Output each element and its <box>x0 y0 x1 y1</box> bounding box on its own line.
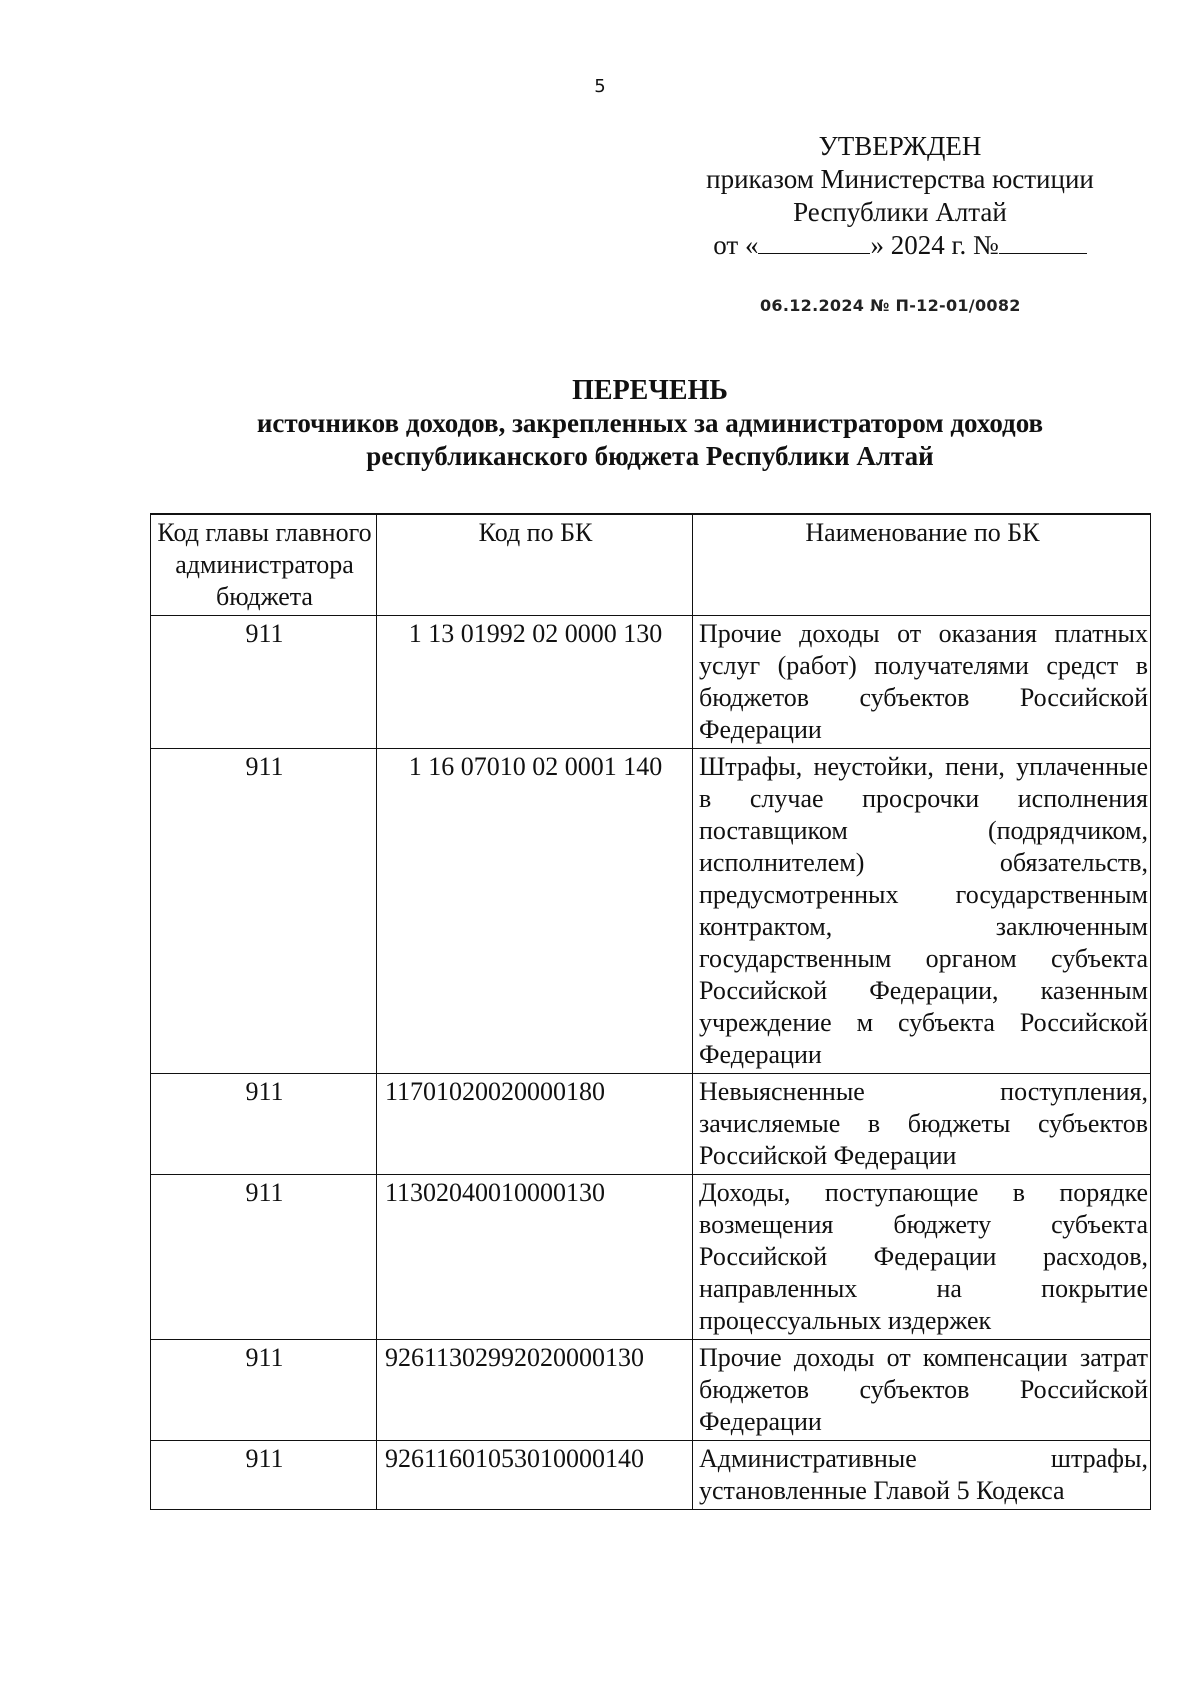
heading-title: ПЕРЕЧЕНЬ <box>572 375 728 406</box>
cell-code: 1 13 01992 02 0000 130 <box>377 616 693 749</box>
cell-code: 92611601053010000140 <box>377 1441 693 1510</box>
date-blank <box>758 229 870 254</box>
table-row <box>151 616 1151 749</box>
cell-glava: 911 <box>151 1340 377 1441</box>
approval-title: УТВЕРЖДЕН <box>818 131 982 161</box>
page-number: 5 <box>594 76 606 97</box>
table-header-row <box>151 514 1151 616</box>
cell-name: Невыясненные поступления, зачисляемые в бюджеты субъектов Российской Федерации <box>693 1074 1151 1175</box>
header-name: Наименование по БК <box>693 514 1151 616</box>
table-row <box>151 1175 1151 1340</box>
cell-name: Административные штрафы, установленные Главой 5 Кодекса <box>693 1441 1151 1510</box>
cell-code: 92611302992020000130 <box>377 1340 693 1441</box>
cell-glava: 911 <box>151 1441 377 1510</box>
approval-republic-line: Республики Алтай <box>793 197 1007 227</box>
cell-glava: 911 <box>151 1074 377 1175</box>
approval-block <box>690 130 1110 262</box>
approval-date-prefix: от « <box>713 230 759 260</box>
heading-line-2: источников доходов, закрепленных за администратором доходов <box>256 408 1044 438</box>
table-row <box>151 1340 1151 1441</box>
cell-code: 11302040010000130 <box>377 1175 693 1340</box>
cell-name: Доходы, поступающие в порядке возмещения бюджету субъекта Российской Федерации расходов, направленных на покрытие процессуальных издержек <box>693 1175 1151 1340</box>
cell-glava: 911 <box>151 616 377 749</box>
cell-code: 1 16 07010 02 0001 140 <box>377 749 693 1074</box>
number-blank <box>999 229 1087 254</box>
cell-name: Прочие доходы от компенсации затрат бюджетов субъектов Российской Федерации <box>693 1340 1151 1441</box>
document-heading <box>150 374 1150 473</box>
approval-date-middle: » 2024 г. № <box>870 230 999 260</box>
table-row <box>151 1074 1151 1175</box>
cell-code: 11701020020000180 <box>377 1074 693 1175</box>
approval-order-line: приказом Министерства юстиции <box>706 164 1094 194</box>
income-sources-table <box>150 513 1151 1510</box>
cell-glava: 911 <box>151 1175 377 1340</box>
registration-stamp: 06.12.2024 № П-12-01/0082 <box>760 296 1021 315</box>
header-code: Код по БК <box>377 514 693 616</box>
table-row <box>151 1441 1151 1510</box>
table-row <box>151 749 1151 1074</box>
cell-name: Прочие доходы от оказания платных услуг (работ) получателями средст в бюджетов субъектов Российской Федерации <box>693 616 1151 749</box>
approval-date-line <box>690 229 1110 262</box>
cell-name: Штрафы, неустойки, пени, уплаченные в случае просрочки исполнения поставщиком (подрядчиком, исполнителем) обязательств, предусмотренных государственным контрактом, заключенным государственным органом субъекта Российской Федерации, казенным учреждение м субъекта Российской Федерации <box>693 749 1151 1074</box>
cell-glava: 911 <box>151 749 377 1074</box>
heading-line-3: республиканского бюджета Республики Алтай <box>366 441 934 471</box>
header-glava: Код главы главного администратора бюджета <box>151 514 377 616</box>
